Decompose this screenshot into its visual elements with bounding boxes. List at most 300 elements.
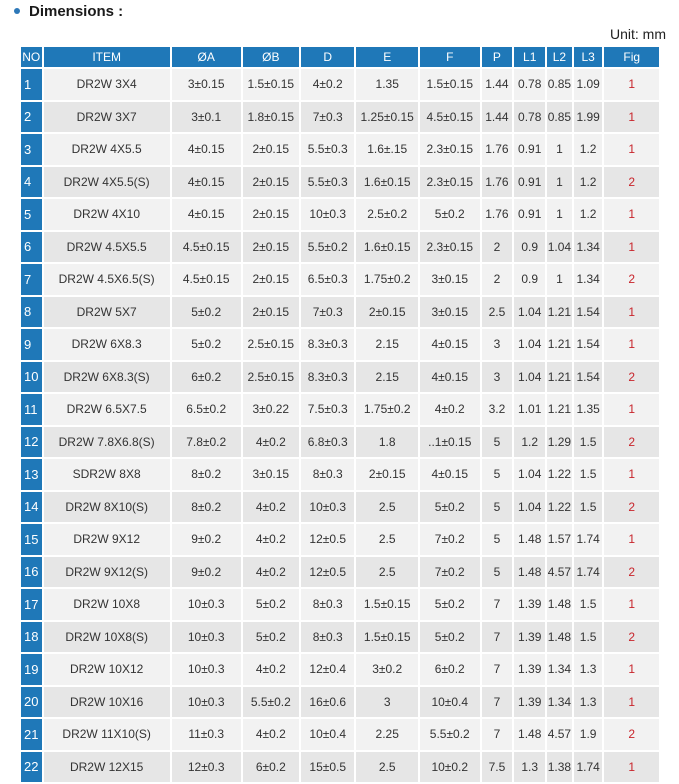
table-row [21,492,659,523]
cell-l1: 1.39 [514,687,545,718]
cell-f: 3±0.15 [420,264,480,295]
cell-e: 2.5 [356,557,418,588]
cell-fig: 1 [604,69,659,100]
cell-p: 2 [482,232,513,263]
cell-fig: 1 [604,232,659,263]
cell-l1: 1.2 [514,427,545,458]
cell-fig: 2 [604,622,659,653]
cell-d: 12±0.5 [301,557,354,588]
cell-b: 2±0.15 [243,264,299,295]
cell-a: 7.8±0.2 [172,427,241,458]
cell-d: 7.5±0.3 [301,394,354,425]
cell-p: 7 [482,654,513,685]
cell-a: 10±0.3 [172,687,241,718]
cell-l3: 1.3 [574,687,603,718]
cell-f: 4±0.15 [420,329,480,360]
cell-l1: 1.39 [514,589,545,620]
cell-e: 2.5 [356,752,418,783]
cell-fig: 2 [604,264,659,295]
cell-b: 6±0.2 [243,752,299,783]
section-heading [14,0,123,22]
table-row [21,557,659,588]
cell-fig: 1 [604,524,659,555]
cell-a: 8±0.2 [172,459,241,490]
cell-l3: 1.5 [574,427,603,458]
column-header-e: E [356,47,418,67]
cell-d: 12±0.5 [301,524,354,555]
cell-b: 2±0.15 [243,232,299,263]
table-row [21,264,659,295]
cell-d: 5.5±0.2 [301,232,354,263]
section-heading-text: Dimensions : [29,2,124,20]
cell-item: DR2W 3X4 [44,69,170,100]
cell-l3: 1.2 [574,167,603,198]
cell-e: 2.5 [356,524,418,555]
cell-item: SDR2W 8X8 [44,459,170,490]
cell-l1: 1.39 [514,654,545,685]
cell-l1: 1.48 [514,524,545,555]
cell-b: 4±0.2 [243,654,299,685]
cell-d: 16±0.6 [301,687,354,718]
cell-a: 6.5±0.2 [172,394,241,425]
cell-f: 4±0.2 [420,394,480,425]
cell-a: 4±0.15 [172,199,241,230]
table-row [21,232,659,263]
cell-f: 5±0.2 [420,199,480,230]
cell-l1: 1.04 [514,329,545,360]
cell-item: DR2W 6X8.3(S) [44,362,170,393]
cell-d: 5.5±0.3 [301,134,354,165]
cell-b: 5±0.2 [243,589,299,620]
cell-item: DR2W 9X12 [44,524,170,555]
cell-l3: 1.74 [574,557,603,588]
cell-p: 7 [482,622,513,653]
cell-l2: 4.57 [547,557,572,588]
cell-item: DR2W 10X8(S) [44,622,170,653]
cell-p: 1.44 [482,102,513,133]
column-header-l1: L1 [514,47,545,67]
cell-fig: 1 [604,654,659,685]
cell-p: 1.44 [482,69,513,100]
cell-l3: 1.34 [574,232,603,263]
cell-item: DR2W 6X8.3 [44,329,170,360]
cell-p: 7.5 [482,752,513,783]
cell-e: 1.6±.15 [356,134,418,165]
cell-l2: 1.22 [547,492,572,523]
cell-l3: 1.5 [574,459,603,490]
cell-fig: 1 [604,459,659,490]
cell-item: DR2W 12X15 [44,752,170,783]
cell-item: DR2W 10X8 [44,589,170,620]
cell-no: 15 [21,524,42,555]
cell-p: 3 [482,362,513,393]
cell-l1: 1.01 [514,394,545,425]
cell-d: 8±0.3 [301,589,354,620]
cell-fig: 2 [604,492,659,523]
cell-l3: 1.2 [574,134,603,165]
cell-p: 2 [482,264,513,295]
table-row [21,687,659,718]
cell-fig: 2 [604,557,659,588]
cell-f: 7±0.2 [420,524,480,555]
cell-d: 10±0.3 [301,492,354,523]
cell-a: 9±0.2 [172,557,241,588]
cell-no: 2 [21,102,42,133]
cell-b: 3±0.15 [243,459,299,490]
cell-no: 12 [21,427,42,458]
cell-l3: 1.5 [574,589,603,620]
cell-l2: 1.29 [547,427,572,458]
cell-d: 8.3±0.3 [301,362,354,393]
cell-d: 15±0.5 [301,752,354,783]
unit-label: Unit: mm [610,26,666,42]
cell-e: 2±0.15 [356,459,418,490]
cell-item: DR2W 3X7 [44,102,170,133]
cell-l3: 1.5 [574,492,603,523]
cell-l1: 0.78 [514,102,545,133]
cell-fig: 1 [604,687,659,718]
cell-e: 3 [356,687,418,718]
cell-l2: 1.48 [547,622,572,653]
cell-l2: 1.21 [547,297,572,328]
cell-a: 12±0.3 [172,752,241,783]
column-header-f: F [420,47,480,67]
cell-no: 17 [21,589,42,620]
table-row [21,752,659,783]
cell-d: 8±0.3 [301,622,354,653]
column-header-p: P [482,47,513,67]
cell-no: 16 [21,557,42,588]
cell-l2: 1.34 [547,654,572,685]
table-body [21,69,659,782]
cell-no: 5 [21,199,42,230]
cell-item: DR2W 8X10(S) [44,492,170,523]
cell-f: 2.3±0.15 [420,232,480,263]
cell-item: DR2W 9X12(S) [44,557,170,588]
column-header-l2: L2 [547,47,572,67]
cell-d: 6.8±0.3 [301,427,354,458]
cell-e: 2.15 [356,362,418,393]
table-row [21,69,659,100]
cell-a: 4.5±0.15 [172,264,241,295]
column-header-d: D [301,47,354,67]
cell-no: 22 [21,752,42,783]
cell-d: 10±0.4 [301,719,354,750]
table-header-row [21,47,659,67]
cell-p: 5 [482,492,513,523]
cell-l1: 1.04 [514,297,545,328]
table-row [21,719,659,750]
cell-b: 2.5±0.15 [243,362,299,393]
cell-b: 4±0.2 [243,557,299,588]
cell-l2: 1 [547,134,572,165]
cell-e: 1.5±0.15 [356,622,418,653]
cell-a: 10±0.3 [172,654,241,685]
cell-a: 8±0.2 [172,492,241,523]
cell-l2: 1.34 [547,687,572,718]
cell-p: 5 [482,427,513,458]
cell-b: 2.5±0.15 [243,329,299,360]
cell-l2: 0.85 [547,102,572,133]
cell-p: 1.76 [482,167,513,198]
table-row [21,167,659,198]
cell-e: 1.75±0.2 [356,394,418,425]
cell-e: 1.75±0.2 [356,264,418,295]
cell-d: 8±0.3 [301,459,354,490]
cell-no: 10 [21,362,42,393]
cell-b: 2±0.15 [243,297,299,328]
cell-l3: 1.5 [574,622,603,653]
cell-l2: 1 [547,167,572,198]
cell-fig: 1 [604,589,659,620]
cell-b: 3±0.22 [243,394,299,425]
cell-f: 10±0.4 [420,687,480,718]
cell-a: 11±0.3 [172,719,241,750]
cell-item: DR2W 4.5X5.5 [44,232,170,263]
cell-l2: 1.04 [547,232,572,263]
cell-f: 6±0.2 [420,654,480,685]
cell-d: 10±0.3 [301,199,354,230]
cell-p: 7 [482,719,513,750]
cell-l3: 1.74 [574,752,603,783]
cell-l1: 0.9 [514,264,545,295]
cell-item: DR2W 6.5X7.5 [44,394,170,425]
cell-a: 5±0.2 [172,329,241,360]
column-header-a: ØA [172,47,241,67]
cell-e: 2.15 [356,329,418,360]
cell-fig: 1 [604,394,659,425]
cell-f: 7±0.2 [420,557,480,588]
cell-a: 3±0.1 [172,102,241,133]
cell-item: DR2W 4.5X6.5(S) [44,264,170,295]
cell-l1: 0.91 [514,167,545,198]
cell-l2: 4.57 [547,719,572,750]
column-header-fig: Fig [604,47,659,67]
cell-a: 10±0.3 [172,622,241,653]
cell-f: ..1±0.15 [420,427,480,458]
cell-f: 2.3±0.15 [420,167,480,198]
cell-l2: 1.48 [547,589,572,620]
cell-fig: 2 [604,167,659,198]
cell-d: 8.3±0.3 [301,329,354,360]
cell-l3: 1.2 [574,199,603,230]
cell-a: 4±0.15 [172,167,241,198]
cell-no: 6 [21,232,42,263]
cell-d: 7±0.3 [301,297,354,328]
cell-no: 19 [21,654,42,685]
cell-no: 7 [21,264,42,295]
cell-p: 7 [482,687,513,718]
cell-f: 5.5±0.2 [420,719,480,750]
cell-no: 4 [21,167,42,198]
table-row [21,654,659,685]
column-header-l3: L3 [574,47,603,67]
cell-f: 5±0.2 [420,589,480,620]
cell-l3: 1.54 [574,329,603,360]
cell-no: 9 [21,329,42,360]
cell-item: DR2W 4X10 [44,199,170,230]
cell-fig: 1 [604,297,659,328]
cell-b: 2±0.15 [243,199,299,230]
cell-no: 1 [21,69,42,100]
cell-e: 3±0.2 [356,654,418,685]
table-row [21,622,659,653]
cell-no: 21 [21,719,42,750]
cell-e: 2±0.15 [356,297,418,328]
cell-no: 13 [21,459,42,490]
cell-l3: 1.54 [574,362,603,393]
cell-d: 6.5±0.3 [301,264,354,295]
cell-item: DR2W 4X5.5(S) [44,167,170,198]
column-header-b: ØB [243,47,299,67]
cell-fig: 1 [604,329,659,360]
table-row [21,102,659,133]
cell-b: 1.8±0.15 [243,102,299,133]
column-header-item: ITEM [44,47,170,67]
table-row [21,524,659,555]
cell-fig: 1 [604,102,659,133]
cell-no: 20 [21,687,42,718]
cell-l3: 1.35 [574,394,603,425]
cell-l1: 1.04 [514,362,545,393]
cell-l2: 1.38 [547,752,572,783]
cell-l1: 0.91 [514,199,545,230]
cell-a: 9±0.2 [172,524,241,555]
cell-l2: 1.21 [547,329,572,360]
table-row [21,329,659,360]
table-row [21,589,659,620]
table-row [21,394,659,425]
cell-no: 11 [21,394,42,425]
cell-l3: 1.09 [574,69,603,100]
cell-b: 4±0.2 [243,524,299,555]
cell-l1: 0.78 [514,69,545,100]
cell-item: DR2W 10X16 [44,687,170,718]
cell-a: 3±0.15 [172,69,241,100]
cell-e: 1.5±0.15 [356,589,418,620]
cell-e: 1.6±0.15 [356,167,418,198]
cell-no: 18 [21,622,42,653]
cell-f: 3±0.15 [420,297,480,328]
cell-p: 2.5 [482,297,513,328]
cell-b: 4±0.2 [243,492,299,523]
cell-f: 1.5±0.15 [420,69,480,100]
cell-p: 3 [482,329,513,360]
dimensions-table [19,45,661,784]
cell-p: 7 [482,589,513,620]
cell-l3: 1.54 [574,297,603,328]
cell-a: 5±0.2 [172,297,241,328]
cell-b: 2±0.15 [243,134,299,165]
cell-e: 1.6±0.15 [356,232,418,263]
cell-p: 5 [482,459,513,490]
table-row [21,362,659,393]
cell-l1: 1.39 [514,622,545,653]
cell-fig: 2 [604,362,659,393]
cell-a: 4±0.15 [172,134,241,165]
cell-item: DR2W 11X10(S) [44,719,170,750]
cell-d: 5.5±0.3 [301,167,354,198]
cell-d: 12±0.4 [301,654,354,685]
cell-l3: 1.99 [574,102,603,133]
cell-l2: 1.21 [547,394,572,425]
cell-no: 8 [21,297,42,328]
cell-l1: 1.04 [514,459,545,490]
cell-fig: 1 [604,134,659,165]
cell-l1: 1.04 [514,492,545,523]
cell-l1: 0.91 [514,134,545,165]
cell-b: 5.5±0.2 [243,687,299,718]
cell-item: DR2W 7.8X6.8(S) [44,427,170,458]
cell-e: 2.5 [356,492,418,523]
cell-p: 1.76 [482,134,513,165]
cell-f: 4±0.15 [420,362,480,393]
cell-a: 6±0.2 [172,362,241,393]
cell-l2: 1.22 [547,459,572,490]
cell-l2: 1 [547,199,572,230]
cell-b: 4±0.2 [243,427,299,458]
cell-e: 1.25±0.15 [356,102,418,133]
cell-f: 5±0.2 [420,492,480,523]
cell-b: 2±0.15 [243,167,299,198]
cell-l3: 1.3 [574,654,603,685]
table-row [21,459,659,490]
cell-l3: 1.34 [574,264,603,295]
cell-b: 5±0.2 [243,622,299,653]
cell-e: 2.5±0.2 [356,199,418,230]
cell-f: 4.5±0.15 [420,102,480,133]
column-header-no: NO [21,47,42,67]
cell-e: 2.25 [356,719,418,750]
cell-l1: 1.48 [514,719,545,750]
table-row [21,427,659,458]
cell-p: 5 [482,524,513,555]
cell-e: 1.8 [356,427,418,458]
cell-p: 5 [482,557,513,588]
cell-f: 10±0.2 [420,752,480,783]
table-row [21,297,659,328]
cell-fig: 2 [604,719,659,750]
cell-f: 2.3±0.15 [420,134,480,165]
cell-item: DR2W 10X12 [44,654,170,685]
cell-l2: 1.21 [547,362,572,393]
cell-f: 4±0.15 [420,459,480,490]
cell-item: DR2W 4X5.5 [44,134,170,165]
cell-e: 1.35 [356,69,418,100]
cell-no: 3 [21,134,42,165]
cell-p: 1.76 [482,199,513,230]
table-row [21,134,659,165]
cell-a: 10±0.3 [172,589,241,620]
cell-l1: 1.3 [514,752,545,783]
cell-b: 4±0.2 [243,719,299,750]
cell-fig: 1 [604,199,659,230]
bullet-icon [14,8,20,14]
cell-b: 1.5±0.15 [243,69,299,100]
cell-f: 5±0.2 [420,622,480,653]
table-row [21,199,659,230]
cell-a: 4.5±0.15 [172,232,241,263]
cell-item: DR2W 5X7 [44,297,170,328]
cell-l1: 0.9 [514,232,545,263]
cell-no: 14 [21,492,42,523]
cell-l3: 1.74 [574,524,603,555]
cell-l2: 1 [547,264,572,295]
cell-d: 7±0.3 [301,102,354,133]
cell-d: 4±0.2 [301,69,354,100]
cell-l2: 0.85 [547,69,572,100]
cell-l2: 1.57 [547,524,572,555]
